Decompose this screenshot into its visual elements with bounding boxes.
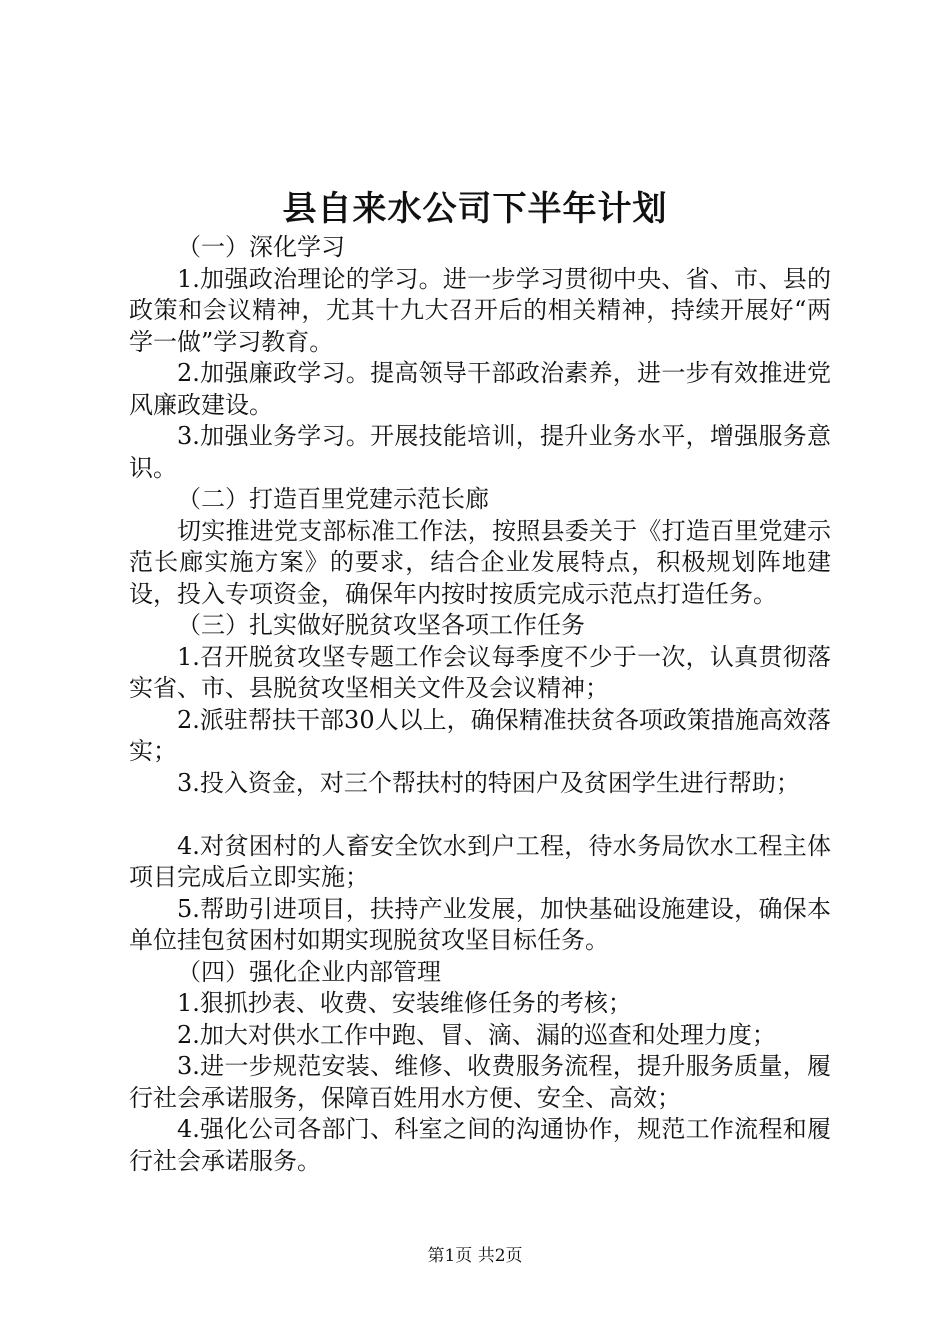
document-title: 县自来水公司下半年计划 xyxy=(282,189,668,229)
body-paragraph: 4.强化公司各部门、科室之间的沟通协作，规范工作流程和履行社会承诺服务。 xyxy=(129,1115,831,1175)
section-heading: （一）深化学习 xyxy=(177,233,345,261)
body-paragraph: 5.帮助引进项目，扶持产业发展，加快基础设施建设，确保本单位挂包贫困村如期实现脱贫攻坚目标任务。 xyxy=(129,894,831,954)
body-paragraph: 1.加强政治理论的学习。进一步学习贯彻中央、省、市、县的政策和会议精神，尤其十九大召开后的相关精神，持续开展好“两学一做”学习教育。 xyxy=(129,264,831,356)
body-paragraph: 2.加强廉政学习。提高领导干部政治素养，进一步有效推进党风廉政建设。 xyxy=(129,359,831,419)
body-paragraph: 4.对贫困村的人畜安全饮水到户工程，待水务局饮水工程主体项目完成后立即实施； xyxy=(129,831,831,891)
body-paragraph: 3.进一步规范安装、维修、收费服务流程，提升服务质量，履行社会承诺服务，保障百姓用水方便、安全、高效； xyxy=(129,1052,831,1112)
body-paragraph: 2.加大对供水工作中跑、冒、滴、漏的巡查和处理力度； xyxy=(177,1020,776,1049)
section-heading: （三）扎实做好脱贫攻坚各项工作任务 xyxy=(177,611,585,639)
section-heading: （二）打造百里党建示范长廊 xyxy=(177,485,489,513)
body-paragraph: 1.召开脱贫攻坚专题工作会议每季度不少于一次，认真贯彻落实省、市、县脱贫攻坚相关文件及会议精神； xyxy=(129,642,831,702)
document-body xyxy=(129,232,831,1177)
body-paragraph: 3.加强业务学习。开展技能培训，提升业务水平，增强服务意识。 xyxy=(129,422,831,482)
body-paragraph: 1.狠抓抄表、收费、安装维修任务的考核； xyxy=(177,989,632,1017)
section-heading: （四）强化企业内部管理 xyxy=(177,957,441,986)
body-paragraph: 2.派驻帮扶干部30人以上，确保精准扶贫各项政策措施高效落实； xyxy=(129,705,831,765)
page-number: 第1页 共2页 xyxy=(427,1246,523,1266)
body-paragraph: 切实推进党支部标准工作法，按照县委关于《打造百里党建示范长廊实施方案》的要求，结合企业发展特点，积极规划阵地建设，投入专项资金，确保年内按时按质完成示范点打造任务。 xyxy=(129,516,831,608)
body-paragraph: 3.投入资金，对三个帮扶村的特困户及贫困学生进行帮助； xyxy=(177,768,800,797)
